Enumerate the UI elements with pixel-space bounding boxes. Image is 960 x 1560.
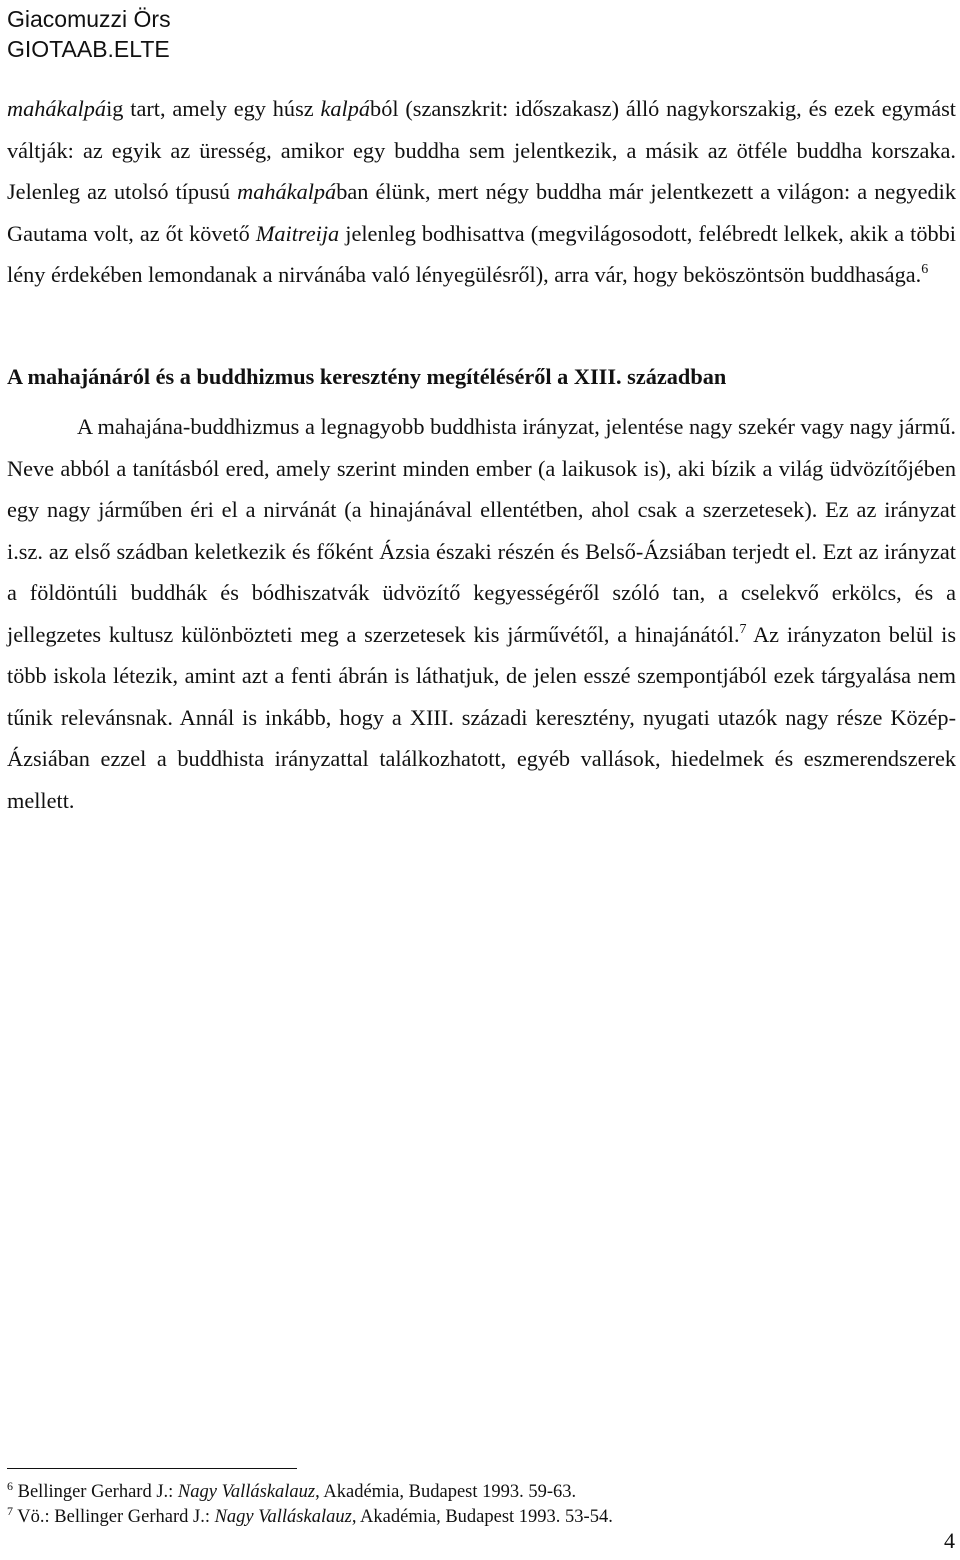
- footnote-text: Bellinger Gerhard J.:: [17, 1482, 178, 1502]
- term-kalpa: kalpá: [320, 96, 371, 121]
- term-maitreija: Maitreija: [255, 220, 340, 246]
- footnote-book-title: Nagy Valláskalauz: [177, 1482, 316, 1502]
- footnote-separator: [7, 1468, 297, 1469]
- footnote-6: [7, 1480, 576, 1504]
- paragraph-text: ban élünk, mert négy buddha már jelentkezett a világon: a negyedik Gautama volt, az őt követő: [7, 179, 956, 246]
- footnote-number: 7: [7, 1504, 13, 1518]
- footnote-number: 6: [7, 1479, 13, 1493]
- page-number: 4: [944, 1528, 955, 1553]
- footnote-text: Vö.: Bellinger Gerhard J.:: [17, 1507, 215, 1527]
- term-mahakalpa: mahákalpá: [7, 96, 107, 121]
- footnote-text: , Akadémia, Budapest 1993. 59-63.: [315, 1482, 577, 1502]
- header-code: GIOTAAB.ELTE: [7, 36, 170, 62]
- paragraph-mahajana: [7, 406, 956, 821]
- footnote-book-title: Nagy Valláskalauz: [214, 1507, 352, 1527]
- paragraph-text: Az irányzaton belül is több iskola létezik, amint azt a fenti ábrán is láthatjuk, de jelen esszé szempontjából ezek tárgyalása nem tűnik relevánsnak. Annál is inkább, hogy a XIII. századi keresztény, nyugati utazók nagy része Közép-Ázsiában ezzel a buddhista irányzattal találkozhatott, egyéb vallások, hiedelmek és eszmerendszerek mellett.: [7, 621, 956, 813]
- paragraph-text: ig tart, amely egy húsz: [106, 96, 321, 121]
- footnote-ref-6[interactable]: 6: [921, 262, 929, 277]
- header-author: Giacomuzzi Örs: [7, 6, 171, 32]
- paragraph-mahakalpa: [7, 88, 956, 296]
- section-heading: A mahajánáról és a buddhizmus keresztény megítéléséről a XIII. században: [7, 364, 727, 389]
- footnote-7: [7, 1505, 613, 1529]
- footnote-ref-7[interactable]: 7: [739, 621, 747, 637]
- footnote-text: , Akadémia, Budapest 1993. 53-54.: [351, 1507, 613, 1527]
- paragraph-text: jelenleg bodhisattva (megvilágosodott, felébredt lelkek, akik a többi lény érdekében lemondanak a nirvánába való lényegülésről), arra vár, hogy beköszöntsön buddhasága.: [7, 220, 956, 287]
- paragraph-text: A mahajána-buddhizmus a legnagyobb buddhista irányzat, jelentése nagy szekér vagy nagy jármű. Neve abból a tanításból ered, amely szerint minden ember (a laikusok is), aki bízik a világ üdvözítőjében egy nagy járműben éri el a nirvánát (a hinajánával ellentétben, ahol csak a szerzetesek). Ez az irányzat i.sz. az első szádban keletkezik és főként Ázsia északi részén és Belső-Ázsiában terjedt el. Ezt az irányzat a földöntúli buddhák és bódhiszatvák üdvözítő kegyességéről szóló tan, a cselekvő erkölcs, és a jellegzetes kultusz különbözteti meg a szerzetesek kis járművétől, a hinajánától.: [7, 414, 956, 647]
- term-mahakalpa: mahákalpá: [237, 179, 337, 204]
- paragraph-text: ból (szanszkrit: időszakasz) álló nagykorszakig, és ezek egymást váltják: az egyik az üresség, amikor egy buddha sem jelentkezik, a másik az ötféle buddha korszaka. Jelenleg az utolsó típusú: [7, 96, 956, 204]
